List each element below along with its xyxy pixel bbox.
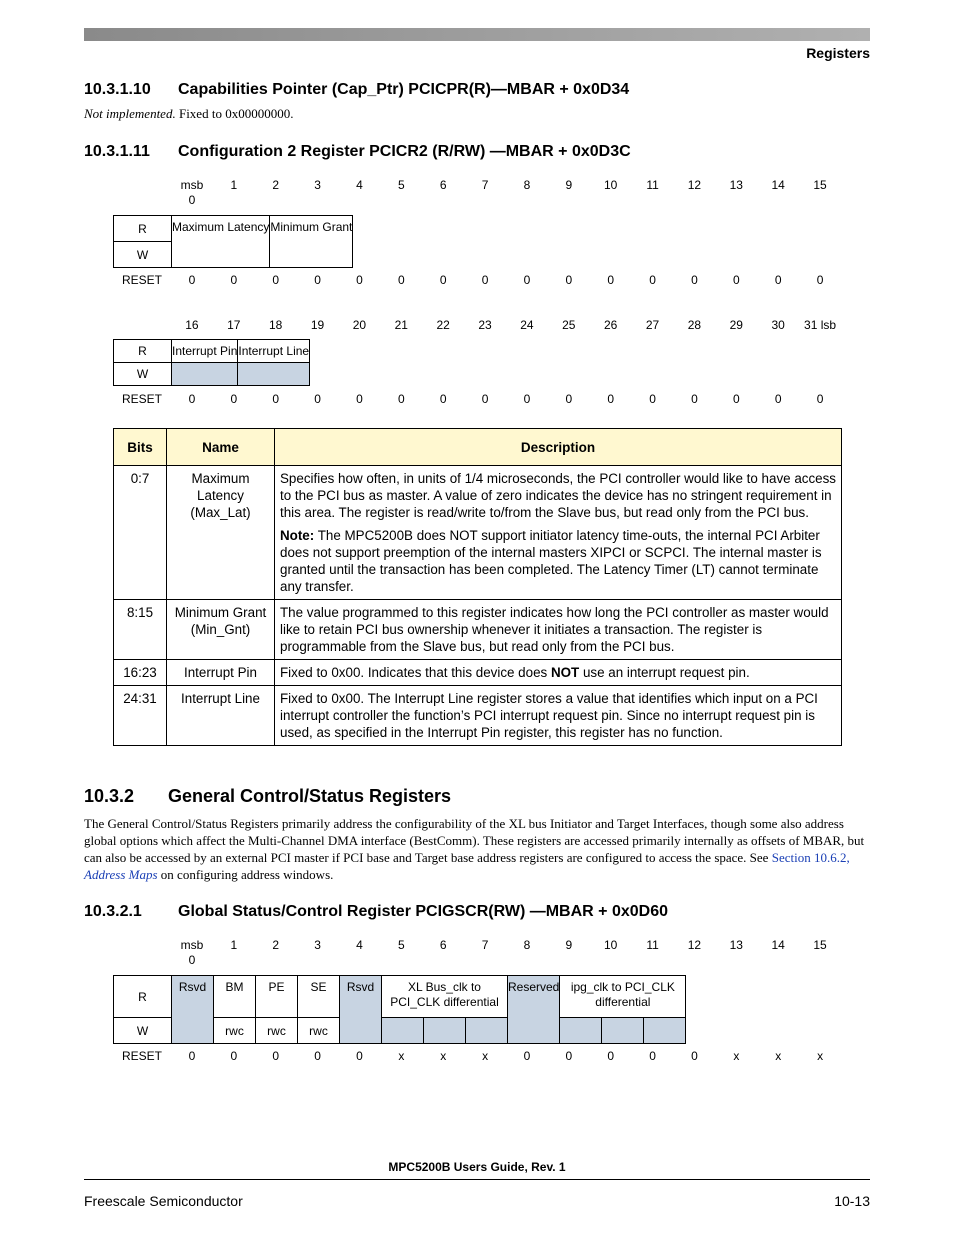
row-label-r: R [114,976,172,1018]
cell-description [275,660,842,686]
reset-value: 0 [774,392,782,406]
bit-number: 22 [436,318,450,332]
table-row [114,466,842,600]
reset-value: 0 [397,273,405,287]
cell-name: Interrupt Pin [167,660,275,686]
note-italic: Not implemented. [84,106,176,121]
section-heading-pcicr2 [84,143,631,161]
bit-number: 13 [729,178,743,192]
bit-number: 26 [604,318,618,332]
cell-bits: 8:15 [114,600,167,660]
bit-number: 2 [272,938,280,952]
bit-number: 30 [771,318,785,332]
desc-post: use an interrupt request pin. [579,665,750,680]
cell-bits: 16:23 [114,660,167,686]
bit-number: 7 [481,178,489,192]
reset-value: 0 [397,392,405,406]
field-reserved: Reserved [508,976,560,1044]
bit-number: 8 [523,178,531,192]
bit-number: 19 [310,318,325,332]
reset-value: 0 [314,273,321,287]
field-w-shaded [602,1018,644,1044]
field-se-w: rwc [298,1018,340,1044]
reset-value: 0 [565,1049,573,1063]
reset-value: 0 [523,1049,531,1063]
description-note [280,527,836,595]
para-text: The General Control/Status Registers primarily address the configurability of the XL bus Initiator and Target Interfaces, though some also address global options which affect the Multi-Channel DMA interface (BestComm). These registers are accessed primarily internally as offsets of MBAR, but can also be accessed by an external PCI master if PCI base and Target base address registers are configured to access the space. See [84,816,865,865]
reset-value: 0 [356,392,363,406]
reset-value: 0 [774,273,782,287]
reset-value: 0 [439,273,447,287]
reset-value: 0 [314,1049,321,1063]
field-bm-w: rwc [214,1018,256,1044]
col-header-name: Name [167,429,275,466]
bit-number: 14 [771,178,785,192]
field-w-shaded [424,1018,466,1044]
field-interrupt-pin: Interrupt Pin [172,340,238,363]
bit-number: 21 [394,318,408,332]
reset-value: x [440,1049,447,1063]
section-number: 10.3.2.1 [84,903,142,920]
footer-page-number: 10-13 [834,1193,870,1209]
bit-number: 10 [604,938,618,952]
table-row [114,600,842,660]
reset-value: 0 [816,273,824,287]
reset-label: RESET [121,392,162,406]
bit-number: 24 [520,318,534,332]
cell-bits: 0:7 [114,466,167,600]
reset-value: 0 [356,1049,363,1063]
col-header-bits: Bits [114,429,167,466]
reset-value: 0 [649,392,656,406]
reset-value: x [482,1049,489,1063]
bit-number: 8 [523,938,531,952]
reset-label: RESET [121,1049,162,1063]
bit-number: 17 [227,318,241,332]
row-label-w: W [114,363,172,386]
footer-doc-title: MPC5200B Users Guide, Rev. 1 [388,1160,566,1174]
running-head: Registers [806,45,870,61]
cell-bits: 24:31 [114,686,167,746]
footer-rule [84,1179,870,1180]
reset-value: x [733,1049,740,1063]
bit-number: 25 [562,318,576,332]
reset-value: 0 [272,1049,280,1063]
para-text-end: on configuring address windows. [157,867,334,882]
field-w-shaded [466,1018,508,1044]
reset-row-lo [113,392,841,406]
section-title: Configuration 2 Register PCICR2 (R/RW) —MBAR + 0x0D3C [178,143,631,160]
reset-value: 0 [691,273,698,287]
bit-number: 16 [185,318,199,332]
note-text: The MPC5200B does NOT support initiator latency time-outs, the internal PCI Arbiter does not support preemption of the internal masters XIPCI or SCPCI. The internal master is granted until the transaction has been completed. The Latency Timer (LT) cannot terminate any transfer. [280,528,822,594]
bit-number: 13 [729,938,743,952]
reset-value: 0 [439,392,447,406]
bit-number: msb 0 [180,938,204,967]
field-se: SE [298,976,340,1018]
bit-number: 3 [314,178,321,192]
bit-number: 6 [439,178,447,192]
bit-number: 28 [687,318,702,332]
cell-description: Fixed to 0x00. The Interrupt Line register stores a value that identifies which input on a PCI interrupt controller the function’s PCI interrupt request pin. Since no interrupt request pin is used, as specified in the Interrupt Pin register, this register has no function. [275,686,842,746]
reset-value: 0 [188,273,196,287]
field-w-shaded [238,363,310,386]
bit-number: 27 [645,318,660,332]
reset-value: x [398,1049,405,1063]
reset-value: 0 [272,273,280,287]
reset-value: 0 [691,1049,698,1063]
bit-number: 10 [604,178,618,192]
register-diagram-pcicr2-hi [113,215,353,268]
cell-description [275,466,842,600]
section-title: Capabilities Pointer (Cap_Ptr) PCICPR(R)—MBAR + 0x0D34 [178,81,630,98]
reset-value: x [817,1049,824,1063]
cell-name: Minimum Grant (Min_Gnt) [167,600,275,660]
field-w-shaded [172,363,238,386]
reset-row-pcigscr [113,1049,841,1063]
reset-value: 0 [188,392,196,406]
reset-value: 0 [230,392,238,406]
row-label-w: W [114,1018,172,1044]
bit-number: 4 [356,938,363,952]
bit-numbers-0-15 [171,178,841,208]
field-minimum-grant: Minimum Grant [270,216,353,268]
bit-number: 1 [230,178,238,192]
bit-numbers-16-31 [171,318,841,332]
reset-value: x [775,1049,782,1063]
reset-value: 0 [732,273,740,287]
reset-value: 0 [565,392,573,406]
bit-number: 3 [314,938,321,952]
reset-value: 0 [691,392,698,406]
field-bm: BM [214,976,256,1018]
reset-value: 0 [230,1049,238,1063]
row-label-w: W [114,242,172,268]
section-number: 10.3.2 [84,786,135,806]
field-rsvd: Rsvd [172,976,214,1044]
field-pe: PE [256,976,298,1018]
header-bar [84,28,870,41]
table-row [114,660,842,686]
desc-bold: NOT [550,665,580,680]
bit-number: msb 0 [180,178,204,207]
bit-number: 31 lsb [804,318,837,332]
section-number: 10.3.1.11 [84,143,150,160]
table-row [114,686,842,746]
reset-value: 0 [230,273,238,287]
bit-number: 9 [565,178,573,192]
reset-value: 0 [607,392,615,406]
reset-value: 0 [481,273,489,287]
reset-value: 0 [481,392,489,406]
field-w-shaded [644,1018,686,1044]
bit-number: 14 [771,938,785,952]
reset-value: 0 [607,273,615,287]
description-text: Specifies how often, in units of 1/4 microseconds, the PCI controller would like to have access to the PCI bus as master. A value of zero indicates the device has no stringent requirement in this area. The register is read/write to/from the Slave bus, but read only from the PCI bus. [280,471,836,520]
reset-value: 0 [732,392,740,406]
note-label: Note: [280,528,315,543]
bit-number: 5 [397,938,405,952]
row-label-r: R [114,216,172,242]
footer-company: Freescale Semiconductor [84,1193,243,1209]
reset-value: 0 [607,1049,615,1063]
bit-number: 11 [646,938,659,952]
reset-value: 0 [523,392,531,406]
bit-number: 15 [813,178,827,192]
reset-value: 0 [314,392,321,406]
field-pe-w: rwc [256,1018,298,1044]
reset-label: RESET [121,273,162,287]
section-heading-cap-ptr [84,81,629,99]
col-header-description: Description [275,429,842,466]
reset-value: 0 [649,1049,656,1063]
reset-value: 0 [272,392,280,406]
reset-value: 0 [188,1049,196,1063]
bit-number: 12 [687,938,702,952]
section-title: General Control/Status Registers [168,786,452,806]
link-italic[interactable]: Address Maps [84,867,158,882]
bit-number: 9 [565,938,573,952]
bit-number: 23 [478,318,492,332]
bit-number: 11 [646,178,659,192]
field-rsvd: Rsvd [340,976,382,1044]
bit-number: 18 [269,318,283,332]
field-description-table [113,428,842,746]
field-w-shaded [560,1018,602,1044]
bit-number: 29 [729,318,743,332]
section-number: 10.3.1.10 [84,81,151,98]
reset-row-hi [113,273,841,287]
row-label-r: R [114,340,172,363]
field-interrupt-line: Interrupt Line [238,340,310,363]
cell-name: Maximum Latency (Max_Lat) [167,466,275,600]
field-xl-bus-clk-diff: XL Bus_clk to PCI_CLK differential [382,976,508,1018]
reset-value: 0 [356,273,363,287]
bit-numbers-0-15 [171,938,841,968]
reset-value: 0 [649,273,656,287]
reset-value: 0 [816,392,824,406]
note-rest: Fixed to 0x00000000. [175,106,294,121]
field-ipg-clk-diff: ipg_clk to PCI_CLK differential [560,976,686,1018]
cell-description: The value programmed to this register indicates how long the PCI controller as master would like to retain PCI bus ownership whenever it initiates a transaction. The register is programmable from the Slave bus, but read only from the PCI bus. [275,600,842,660]
bit-number: 15 [813,938,827,952]
bit-number: 5 [397,178,405,192]
link-text[interactable]: Section 10.6.2, [771,850,850,865]
bit-number: 20 [352,318,367,332]
bit-number: 1 [230,938,238,952]
reset-value: 0 [565,273,573,287]
field-w-shaded [382,1018,424,1044]
bit-number: 4 [356,178,363,192]
cap-ptr-note [84,106,293,122]
cell-name: Interrupt Line [167,686,275,746]
register-diagram-pcicr2-lo [113,339,310,386]
bit-number: 6 [439,938,447,952]
bit-number: 12 [687,178,702,192]
general-control-paragraph [84,815,870,883]
section-heading-pcigscr [84,903,668,921]
field-maximum-latency: Maximum Latency [172,216,270,268]
bit-number: 7 [481,938,489,952]
reset-value: 0 [523,273,531,287]
desc-pre: Fixed to 0x00. Indicates that this device does [280,665,551,680]
register-diagram-pcigscr [113,975,686,1044]
bit-number: 2 [272,178,280,192]
section-heading-general-control [84,786,451,807]
section-title: Global Status/Control Register PCIGSCR(RW) —MBAR + 0x0D60 [178,903,668,920]
